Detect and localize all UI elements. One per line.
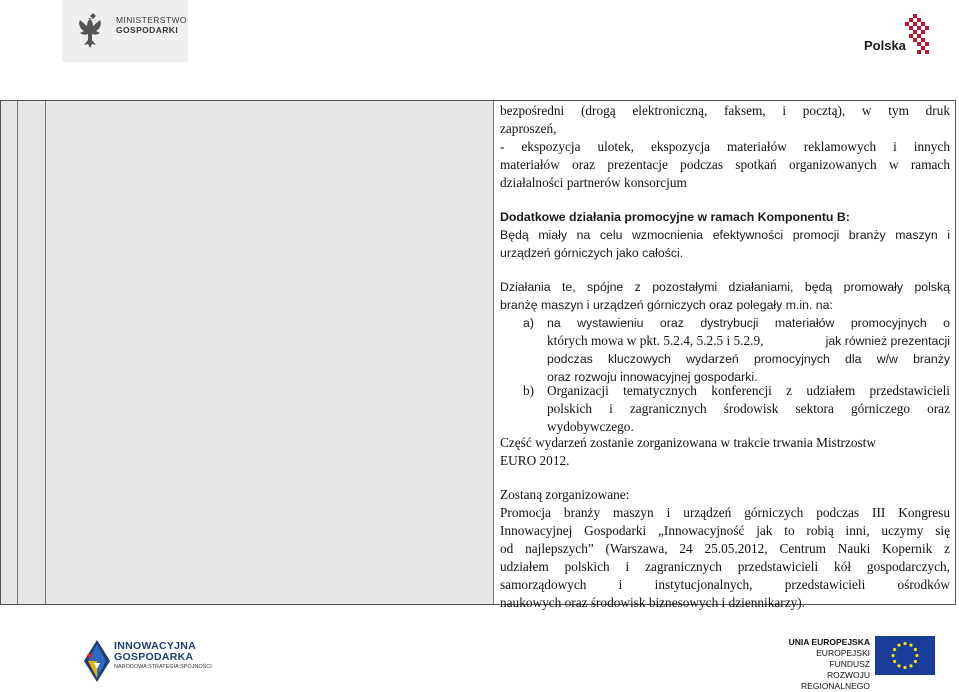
list-label-b: b)	[523, 383, 535, 398]
polska-flag-icon	[863, 12, 935, 62]
eu-star	[893, 660, 896, 663]
paragraph-line: materiałów oraz prezentacje podczas spotkań organizowanych w ramach	[500, 157, 950, 172]
eu-star	[891, 654, 894, 657]
list-item-line: podczas kluczowych wydarzeń promocyjnych dla w/w branży	[547, 352, 950, 366]
paragraph-line: Będą miały na celu wzmocnienia efektywności promocji branży maszyn i	[500, 228, 950, 242]
section-heading: Dodatkowe działania promocyjne w ramach Komponentu B:	[500, 210, 850, 224]
polska-wordmark: Polska	[864, 38, 906, 53]
eu-star	[909, 664, 912, 667]
ig-line1: INNOWACYJNA	[114, 640, 197, 652]
table-column-1	[1, 101, 18, 604]
list-label-a: a)	[523, 316, 534, 330]
paragraph-line: EURO 2012.	[500, 453, 570, 468]
table-column-3	[46, 101, 494, 604]
ig-line3: NARODOWA STRATEGIA SPÓJNOŚCI	[114, 664, 212, 670]
innowacyjna-gospodarka-logo-icon	[84, 640, 110, 682]
paragraph-line: naukowych oraz środowisk biznesowych i dziennikarzy).	[500, 595, 805, 610]
eu-star	[909, 644, 912, 647]
paragraph-line: - ekspozycja ulotek, ekspozycja materiałów reklamowych i innych	[500, 139, 950, 154]
list-item-line	[547, 332, 950, 350]
eagle-icon	[76, 10, 110, 52]
list-item-line: na wystawieniu oraz dystrybucji materiałów promocyjnych o	[547, 316, 950, 330]
eu-star	[897, 664, 900, 667]
list-item-line: oraz rozwoju innowacyjnej gospodarki.	[547, 370, 758, 384]
table-column-2	[18, 101, 46, 604]
eu-flag-icon	[875, 636, 935, 675]
eu-star	[903, 666, 906, 669]
paragraph-line: samorządowych i instytucjonalnych, przedstawicieli ośrodków	[500, 577, 950, 592]
eu-star	[914, 660, 917, 663]
eu-line2: EUROPEJSKI FUNDUSZ	[816, 648, 870, 669]
eu-line1: UNIA EUROPEJSKA	[788, 637, 870, 647]
paragraph-line: branżę maszyn i urządzeń górniczych oraz polegały m.in. na:	[500, 298, 833, 312]
paragraph-line: działalności partnerów konsorcjum	[500, 175, 687, 190]
ministry-line2: GOSPODARKI	[116, 25, 179, 35]
paragraph-line: urządzeń górniczych jako całości.	[500, 246, 684, 260]
paragraph-line: Innowacyjnej Gospodarki „Innowacyjność jak to robią inni, uczymy się	[500, 523, 950, 538]
list-item-segment: których mowa w pkt. 5.2.4, 5.2.5 i 5.2.9,	[547, 333, 764, 348]
ig-line2: GOSPODARKA	[114, 651, 194, 663]
eu-star	[903, 642, 906, 645]
eu-star	[914, 648, 917, 651]
ministry-name	[116, 15, 187, 35]
eu-fund-text	[788, 637, 870, 692]
innowacyjna-gospodarka-text	[114, 641, 212, 671]
paragraph-line: bezpośredni (drogą elektroniczną, faksem, i pocztą), w tym druk	[500, 103, 950, 118]
eu-star	[893, 648, 896, 651]
list-item-line: wydobywczego.	[547, 419, 634, 434]
paragraph-heading: Zostaną zorganizowane:	[500, 487, 630, 502]
paragraph-line: Działania te, spójne z pozostałymi działaniami, będą promowały polską	[500, 280, 950, 294]
eu-line3: ROZWOJU REGIONALNEGO	[801, 670, 870, 691]
list-item-line: polskich i zagranicznych środowisk sektora górniczego oraz	[547, 401, 950, 416]
eu-star	[897, 644, 900, 647]
paragraph-line: udziałem polskich i zagranicznych przedstawicieli kół gospodarczych,	[500, 559, 950, 574]
paragraph-line: Promocja branży maszyn i urządzeń górniczych podczas III Kongresu	[500, 505, 950, 520]
paragraph-line: Część wydarzeń zostanie zorganizowana w trakcie trwania Mistrzostw	[500, 435, 876, 450]
ministry-line1: MINISTERSTWO	[116, 15, 187, 25]
eu-star	[915, 654, 918, 657]
paragraph-line: zaproszeń,	[500, 121, 557, 136]
list-item-line: Organizacji tematycznych konferencji z udziałem przedstawicieli	[547, 383, 950, 398]
list-item-segment: jak również prezentacji	[825, 334, 950, 348]
paragraph-line: od najlepszych” (Warszawa, 24 25.05.2012, Centrum Nauki Kopernik z	[500, 541, 950, 556]
